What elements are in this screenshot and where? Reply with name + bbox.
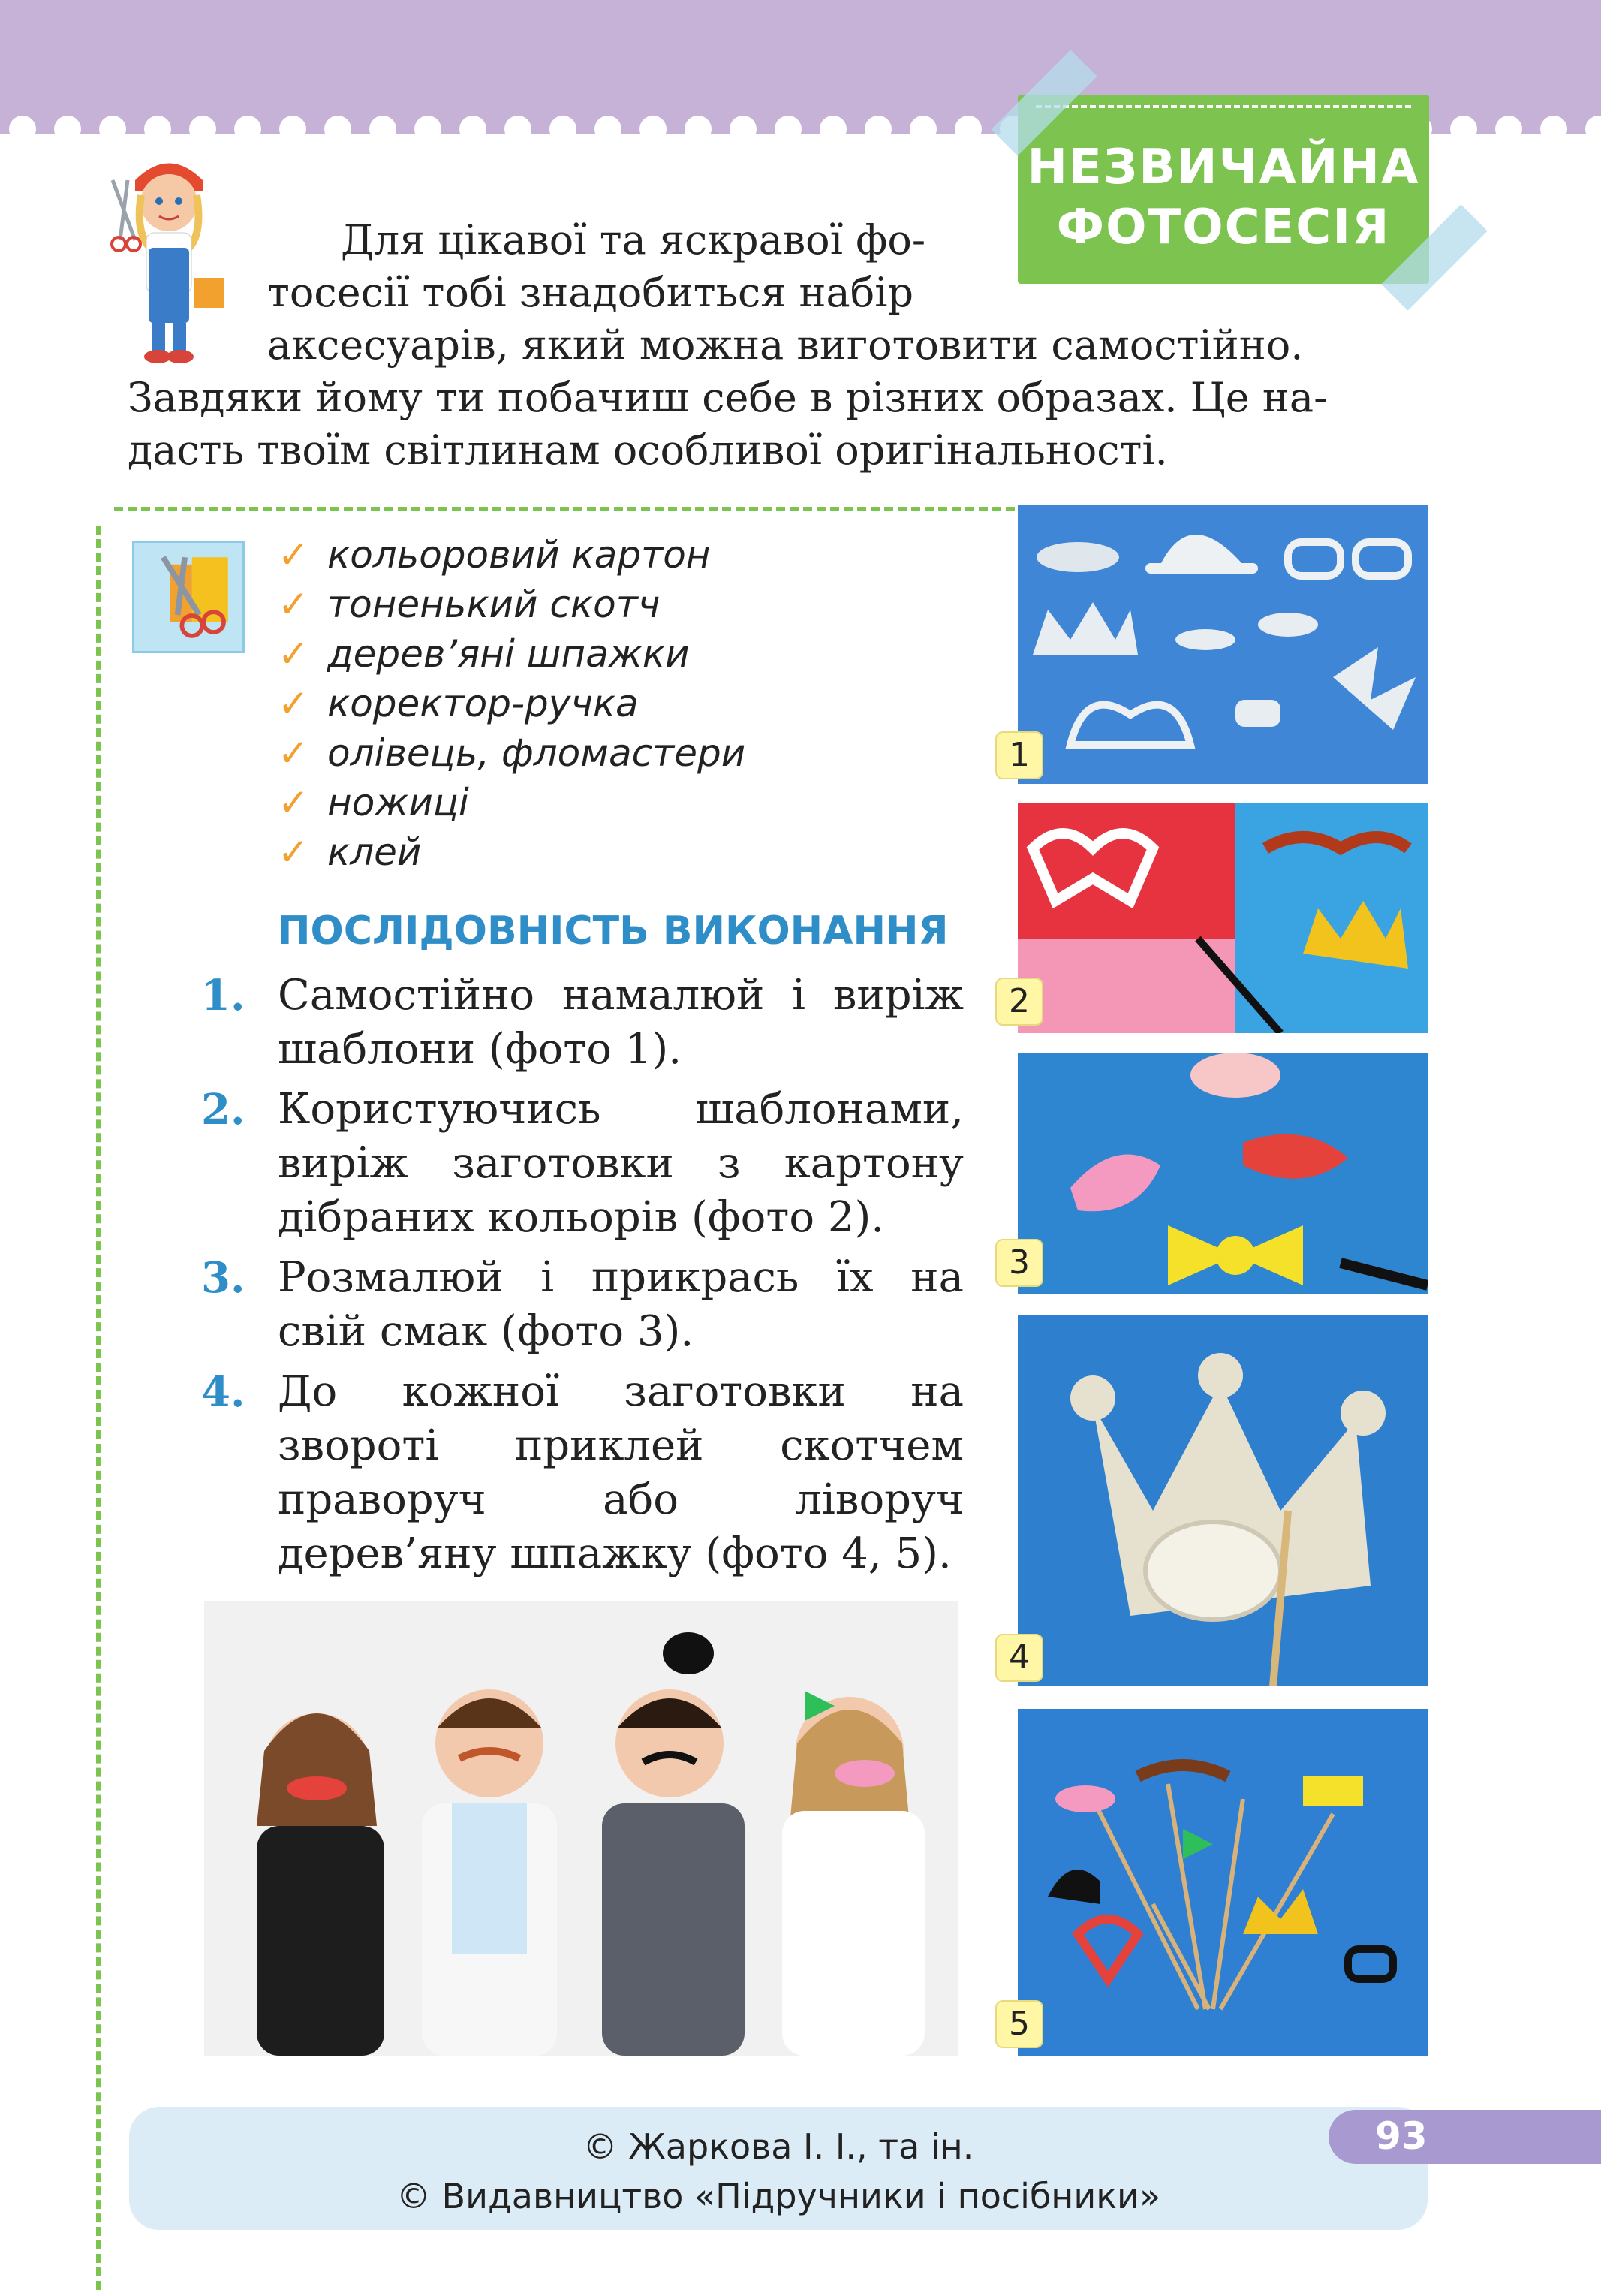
scissors-icon [134, 543, 242, 651]
step-number: 3. [201, 1253, 245, 1303]
check-mark-icon: ✓ [278, 682, 309, 725]
step-text: Розмалюй і прикрась їх на свій смак (фото 3). [278, 1253, 964, 1356]
check-mark-icon: ✓ [278, 632, 309, 676]
kids-photo [204, 1601, 958, 2056]
copyright-publisher: © Видавництво «Підручники і посібники» [396, 2176, 1161, 2216]
step-item [201, 1083, 964, 1245]
children-with-props-image [204, 1601, 958, 2056]
title-dashed-line [1036, 105, 1411, 108]
steps-list [201, 969, 964, 1587]
photo-4-crown-with-tape [1018, 1315, 1428, 1686]
photo-label-5: 5 [995, 2000, 1043, 2048]
step-text: Самостійно намалюй і виріж шаблони (фото 1). [278, 971, 964, 1074]
material-label: ножиці [327, 781, 469, 824]
props-on-sticks-image [1018, 1709, 1428, 2056]
photo-3-decorated-cutouts [1018, 1053, 1428, 1294]
intro-line-3: аксесуарів, який можна виготовити самостійно. [267, 321, 1304, 369]
check-mark-icon: ✓ [278, 533, 309, 577]
material-item [278, 778, 953, 827]
steps-heading: ПОСЛІДОВНІСТЬ ВИКОНАННЯ [278, 908, 949, 954]
step-number: 4. [201, 1367, 245, 1417]
material-item [278, 580, 953, 629]
photo-2-colored-cutouts [1018, 803, 1428, 1033]
material-label: коректор-ручка [327, 682, 639, 725]
dashed-frame-top [114, 507, 1015, 511]
photo-label-1: 1 [995, 731, 1043, 779]
material-item [278, 728, 953, 778]
check-mark-icon: ✓ [278, 731, 309, 775]
step-number: 2. [201, 1085, 245, 1134]
intro-line-4: Завдяки йому ти побачиш себе в різних образах. Це на- [128, 374, 1328, 421]
material-item [278, 629, 953, 679]
material-label: кольоровий картон [327, 533, 711, 577]
paper-templates-image [1018, 505, 1428, 784]
photo-label-2: 2 [995, 978, 1043, 1026]
intro-paragraph [129, 214, 1428, 477]
title-line-2: ФОТОСЕСІЯ [1056, 200, 1391, 255]
material-item [278, 827, 953, 877]
material-label: олівець, фломастери [327, 731, 746, 775]
step-text: До кожної заготовки на звороті приклей скотчем праворуч або ліворуч дерев’яну шпажку (фото 4, 5). [278, 1367, 964, 1578]
decorated-cutouts-image [1018, 1053, 1428, 1294]
photo-label-3: 3 [995, 1239, 1043, 1287]
colored-cutouts-image [1018, 803, 1428, 1033]
crown-tape-image [1018, 1315, 1428, 1686]
title-line-1: НЕЗВИЧАЙНА [1027, 140, 1420, 195]
material-label: дерев’яні шпажки [327, 632, 690, 676]
materials-list [278, 530, 953, 877]
step-item [201, 969, 964, 1077]
intro-line-2: тосесії тобі знадобиться набір [267, 269, 914, 316]
dashed-frame-left [96, 526, 101, 2290]
check-mark-icon: ✓ [278, 583, 309, 626]
copyright-authors: © Жаркова І. І., та ін. [582, 2126, 974, 2167]
intro-line-1: Для цікавої та яскравої фо- [341, 216, 926, 264]
material-item [278, 679, 953, 728]
step-item [201, 1365, 964, 1581]
step-text: Користуючись шаблонами, виріж заготовки з картону дібраних кольорів (фото 2). [278, 1085, 964, 1242]
material-label: клей [327, 830, 422, 874]
page-number: 93 [1375, 2114, 1428, 2158]
material-item [278, 530, 953, 580]
materials-icon [132, 541, 245, 653]
check-mark-icon: ✓ [278, 830, 309, 874]
footer-copyright-box [129, 2107, 1428, 2230]
step-number: 1. [201, 971, 245, 1020]
intro-line-5: дасть твоїм світлинам особливої оригінальності. [128, 426, 1168, 474]
material-label: тоненький скотч [327, 583, 661, 626]
photo-label-4: 4 [995, 1634, 1043, 1682]
photo-5-props-on-sticks [1018, 1709, 1428, 2056]
step-item [201, 1251, 964, 1359]
page-number-badge [1329, 2110, 1601, 2164]
check-mark-icon: ✓ [278, 781, 309, 824]
photo-1-templates [1018, 505, 1428, 784]
